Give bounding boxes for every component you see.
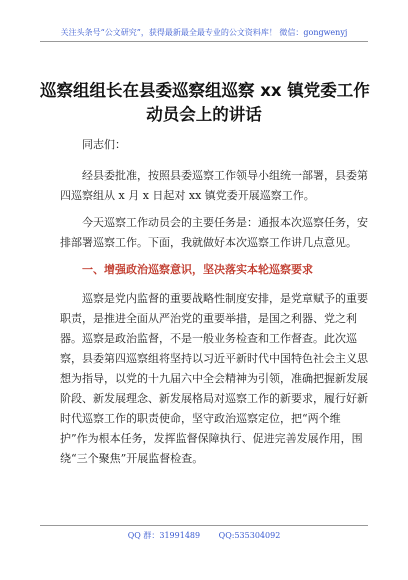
- paragraph-1: 经县委批准，按照县委巡察工作领导小组统一部署，县委第四巡察组从 x 月 x 日起对 xx 镇党委开展巡察工作。: [60, 169, 368, 202]
- section-heading-1: 一、增强政治巡察意识，坚决落实本轮巡察要求: [82, 263, 313, 276]
- header-divider: [40, 41, 368, 42]
- footer-qq: QQ:535304092: [218, 531, 281, 540]
- paragraph-3: 巡察是党内监督的重要战略性制度安排，是党章赋予的重要职责，是推进全面从严治党的重要举措，是国之利器、党之利器。巡察是政治监督，不是一般业务检查和工作督查。此次巡察，县委第四巡察组将坚持以习近平新时代中国特色社会主义思想为指导，以党的十九届六中全会精神为引领，准确把握新发展阶段、新发展理念、新发展格局对巡察工作的新要求，履行好新时代巡察工作的职责使命，坚守政治巡察定位，把“两个维护”作为根本任务，发挥监督保障执行、促进完善发展作用，围绕“三个聚焦”开展监督检查。: [60, 292, 368, 465]
- salutation: 同志们：: [82, 138, 126, 151]
- document-title: [40, 79, 368, 127]
- header-banner: 关注头条号“公文研究”，获得最新最全最专业的公文资料库！ 微信：gongwenyj: [60, 28, 348, 37]
- footer: [40, 530, 368, 541]
- paragraph-2: 今天巡察工作动员会的主要任务是：通报本次巡察任务，安排部署巡察工作。下面，我就做好本次巡察工作讲几点意见。: [60, 216, 368, 249]
- title-line-1: 巡察组组长在县委巡察组巡察 xx 镇党委工作: [40, 81, 370, 100]
- footer-divider: [40, 525, 368, 526]
- title-line-2: 动员会上的讲话: [146, 105, 262, 124]
- footer-qq-group: QQ 群：31991489: [127, 531, 201, 540]
